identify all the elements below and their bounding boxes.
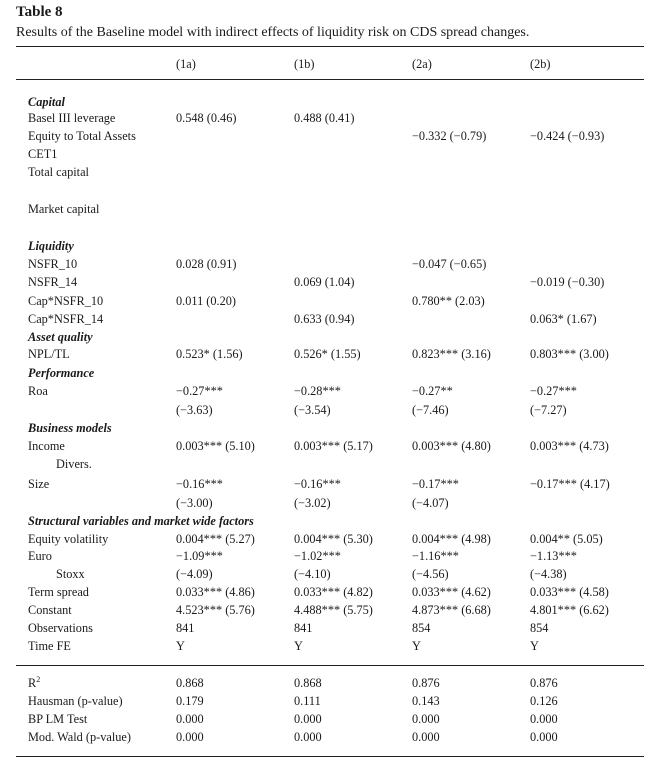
table-cell: (−4.10)	[294, 567, 331, 581]
table-cell: 0.803*** (3.00)	[530, 347, 609, 361]
row-label: Term spread	[28, 585, 89, 599]
row-label: Income	[28, 439, 65, 453]
table-cell: 0.004** (5.05)	[530, 532, 603, 546]
row-label: Time FE	[28, 639, 71, 653]
column-header: (2a)	[412, 57, 432, 71]
table-cell: 0.548 (0.46)	[176, 111, 237, 125]
column-header: (1b)	[294, 57, 315, 71]
table-cell: −0.16***	[294, 477, 341, 491]
table-cell: 0.063* (1.67)	[530, 312, 597, 326]
table-cell: 0.033*** (4.86)	[176, 585, 255, 599]
table-cell: −0.16***	[176, 477, 223, 491]
table-cell: 0.868	[294, 676, 322, 690]
rule-header	[16, 79, 644, 80]
table-cell: 0.004*** (5.27)	[176, 532, 255, 546]
table-cell: 0.000	[176, 730, 204, 744]
row-label: CET1	[28, 147, 58, 161]
table-cell: 0.000	[294, 730, 322, 744]
table-cell: Y	[412, 639, 421, 653]
table-cell: (−3.54)	[294, 403, 331, 417]
table-cell: (−4.07)	[412, 496, 449, 510]
row-label: Divers.	[56, 457, 92, 471]
section-heading: Structural variables and market wide factors	[28, 514, 254, 528]
rule-stats	[16, 665, 644, 666]
table-cell: (−4.38)	[530, 567, 567, 581]
row-label: Equity volatility	[28, 532, 109, 546]
section-heading: Performance	[28, 366, 95, 380]
table-cell: −0.17***	[412, 477, 459, 491]
row-label: Mod. Wald (p-value)	[28, 730, 131, 744]
table-cell: 0.004*** (5.30)	[294, 532, 373, 546]
rule-bottom	[16, 756, 644, 757]
table-cell: −0.27***	[530, 384, 577, 398]
row-label: NSFR_10	[28, 257, 78, 271]
table-cell: 4.801*** (6.62)	[530, 603, 609, 617]
table-cell: (−3.02)	[294, 496, 331, 510]
table-cell: 0.033*** (4.62)	[412, 585, 491, 599]
table-cell: (−7.27)	[530, 403, 567, 417]
table-cell: 0.003*** (4.80)	[412, 439, 491, 453]
table-cell: 0.028 (0.91)	[176, 257, 237, 271]
row-label: Total capital	[28, 165, 89, 179]
table-cell: 0.003*** (5.10)	[176, 439, 255, 453]
row-label: Basel III leverage	[28, 111, 116, 125]
table-cell: −0.28***	[294, 384, 341, 398]
table-cell: 0.143	[412, 694, 440, 708]
table-cell: −1.13***	[530, 549, 577, 563]
table-cell: 0.823*** (3.16)	[412, 347, 491, 361]
table-cell: 0.003*** (5.17)	[294, 439, 373, 453]
table-cell: 0.004*** (4.98)	[412, 532, 491, 546]
table-cell: Y	[176, 639, 185, 653]
table-cell: 0.868	[176, 676, 204, 690]
table-cell: (−3.63)	[176, 403, 213, 417]
row-label: Market capital	[28, 202, 100, 216]
table-cell: 0.011 (0.20)	[176, 294, 236, 308]
table-cell: 0.111	[294, 694, 321, 708]
table-cell: 4.523*** (5.76)	[176, 603, 255, 617]
table-cell: Y	[294, 639, 303, 653]
row-label: BP LM Test	[28, 712, 88, 726]
table-cell: (−4.56)	[412, 567, 449, 581]
superscript: 2	[36, 674, 41, 684]
table-cell: 0.179	[176, 694, 204, 708]
table-cell: −0.17*** (4.17)	[530, 477, 610, 491]
table-cell: 0.000	[530, 730, 558, 744]
table-cell: (−4.09)	[176, 567, 213, 581]
table-cell: 854	[412, 621, 431, 635]
section-heading: Capital	[28, 95, 65, 109]
table-cell: 0.526* (1.55)	[294, 347, 361, 361]
row-label: Roa	[28, 384, 48, 398]
table-cell: −0.332 (−0.79)	[412, 129, 487, 143]
row-label: Size	[28, 477, 50, 491]
row-label: NPL/TL	[28, 347, 70, 361]
table-cell: 0.523* (1.56)	[176, 347, 243, 361]
table-cell: 0.000	[530, 712, 558, 726]
row-label: Hausman (p-value)	[28, 694, 123, 708]
table-cell: (−3.00)	[176, 496, 213, 510]
table-cell: 4.873*** (6.68)	[412, 603, 491, 617]
table-cell: −0.424 (−0.93)	[530, 129, 605, 143]
table-cell: 0.000	[412, 730, 440, 744]
table-cell: 0.033*** (4.58)	[530, 585, 609, 599]
row-label: $R^2$	[28, 674, 41, 690]
row-label: Observations	[28, 621, 93, 635]
row-label: Equity to Total Assets	[28, 129, 136, 143]
table-cell: 0.003*** (4.73)	[530, 439, 609, 453]
row-label: Stoxx	[56, 567, 85, 581]
row-label: Euro	[28, 549, 52, 563]
column-header: (1a)	[176, 57, 196, 71]
table-cell: 0.000	[412, 712, 440, 726]
rule-top	[16, 46, 644, 47]
row-label: Constant	[28, 603, 72, 617]
row-label: Cap*NSFR_14	[28, 312, 104, 326]
table-cell: (−7.46)	[412, 403, 449, 417]
column-header: (2b)	[530, 57, 551, 71]
table-cell: 0.780** (2.03)	[412, 294, 485, 308]
table-cell: 0.033*** (4.82)	[294, 585, 373, 599]
table-cell: −1.09***	[176, 549, 223, 563]
section-heading: Asset quality	[28, 330, 93, 344]
table-cell: −0.019 (−0.30)	[530, 275, 605, 289]
section-heading: Liquidity	[28, 239, 74, 253]
table-cell: 0.000	[176, 712, 204, 726]
table-cell: 4.488*** (5.75)	[294, 603, 373, 617]
section-heading: Business models	[28, 421, 112, 435]
table-cell: 841	[176, 621, 195, 635]
table-cell: 854	[530, 621, 549, 635]
table-cell: 0.126	[530, 694, 558, 708]
table-caption: Results of the Baseline model with indirect effects of liquidity risk on CDS spread changes.	[16, 25, 530, 40]
table-number: Table 8	[16, 4, 63, 20]
table-cell: −0.27**	[412, 384, 453, 398]
table-cell: 0.876	[530, 676, 558, 690]
table-cell: −1.02***	[294, 549, 341, 563]
table-cell: Y	[530, 639, 539, 653]
table-cell: 0.488 (0.41)	[294, 111, 355, 125]
table-cell: 841	[294, 621, 313, 635]
row-label: NSFR_14	[28, 275, 78, 289]
table-cell: 0.876	[412, 676, 440, 690]
table-cell: 0.000	[294, 712, 322, 726]
table-cell: 0.069 (1.04)	[294, 275, 355, 289]
table-cell: 0.633 (0.94)	[294, 312, 355, 326]
table-cell: −1.16***	[412, 549, 459, 563]
row-label: Cap*NSFR_10	[28, 294, 104, 308]
table-cell: −0.27***	[176, 384, 223, 398]
table-cell: −0.047 (−0.65)	[412, 257, 487, 271]
